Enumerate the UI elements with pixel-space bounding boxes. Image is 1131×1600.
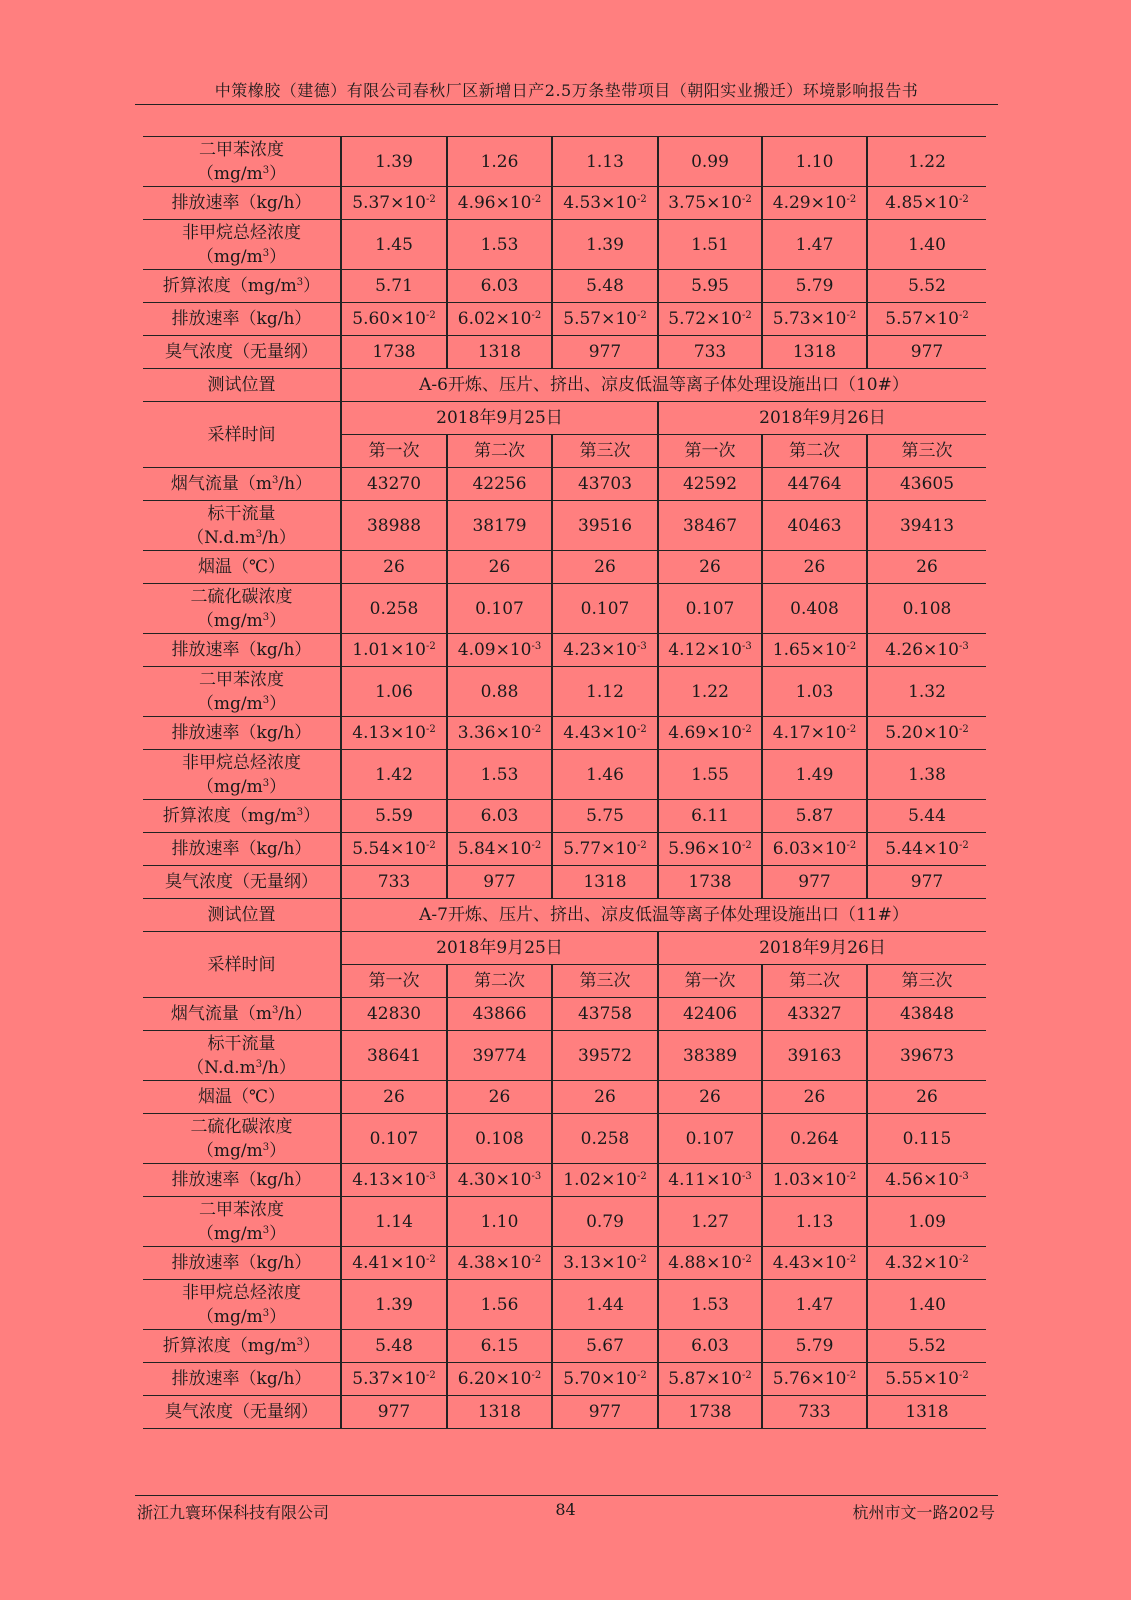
row-label: 二甲苯浓度 $(mg/m^3)$	[143, 1197, 341, 1247]
cell-value: $4.53\times 10^{-2}$	[552, 187, 658, 220]
header-divider	[135, 104, 998, 105]
cell-value: $4.12\times 10^{-3}$	[658, 634, 762, 667]
cell-value: $5.55\times 10^{-2}$	[867, 1363, 986, 1396]
test-location-row	[143, 899, 986, 932]
cell-value: 5.71	[341, 270, 447, 303]
table-row	[143, 800, 986, 833]
cell-value: 1.49	[762, 750, 867, 800]
row-label: 二硫化碳浓度 $(mg/m^3)$	[143, 1114, 341, 1164]
test-location-value: A-7开炼、压片、挤出、凉皮低温等离子体处理设施出口（11#）	[341, 899, 986, 932]
table-row	[143, 634, 986, 667]
cell-value: 1318	[552, 866, 658, 899]
cell-value: 6.15	[447, 1330, 552, 1363]
cell-value: $4.29\times 10^{-2}$	[762, 187, 867, 220]
table-row	[143, 998, 986, 1031]
page-number: 84	[555, 1500, 576, 1519]
cell-value: $5.57\times 10^{-2}$	[867, 303, 986, 336]
cell-value: 1738	[341, 336, 447, 369]
cell-value: 5.79	[762, 270, 867, 303]
cell-value: 6.03	[447, 800, 552, 833]
cell-value: 1738	[658, 1396, 762, 1429]
cell-value: 39516	[552, 501, 658, 551]
cell-value: 0.99	[658, 137, 762, 187]
row-label: 排放速率（kg/h）	[143, 187, 341, 220]
cell-value: 42256	[447, 468, 552, 501]
sampling-run: 第三次	[867, 965, 986, 998]
cell-value: $5.70\times 10^{-2}$	[552, 1363, 658, 1396]
table-row	[143, 468, 986, 501]
cell-value: 1.42	[341, 750, 447, 800]
cell-value: $5.57\times 10^{-2}$	[552, 303, 658, 336]
cell-value: 977	[447, 866, 552, 899]
cell-value: $6.20\times 10^{-2}$	[447, 1363, 552, 1396]
cell-value: $6.03\times 10^{-2}$	[762, 833, 867, 866]
cell-value: 39673	[867, 1031, 986, 1081]
cell-value: $4.38\times 10^{-2}$	[447, 1247, 552, 1280]
cell-value: $5.60\times 10^{-2}$	[341, 303, 447, 336]
cell-value: 5.87	[762, 800, 867, 833]
test-location-label: 测试位置	[143, 369, 341, 402]
cell-value: 0.79	[552, 1197, 658, 1247]
footer-company: 浙江九寰环保科技有限公司	[137, 1503, 330, 1522]
cell-value: 0.107	[341, 1114, 447, 1164]
cell-value: 1.39	[341, 137, 447, 187]
cell-value: $5.87\times 10^{-2}$	[658, 1363, 762, 1396]
cell-value: 977	[552, 1396, 658, 1429]
cell-value: 26	[867, 551, 986, 584]
row-label: 非甲烷总烃浓度 $(mg/m^3)$	[143, 750, 341, 800]
row-label: 非甲烷总烃浓度 $(mg/m^3)$	[143, 1280, 341, 1330]
report-header-title: 中策橡胶（建德）有限公司春秋厂区新增日产2.5万条垫带项目（朝阳实业搬迁）环境影响报告书	[214, 81, 919, 100]
row-label: 折算浓度$(mg/m^3)$	[143, 1330, 341, 1363]
table-row	[143, 1363, 986, 1396]
cell-value: 1738	[658, 866, 762, 899]
cell-value: 6.03	[447, 270, 552, 303]
cell-value: 43327	[762, 998, 867, 1031]
cell-value: 38988	[341, 501, 447, 551]
cell-value: 977	[867, 866, 986, 899]
sampling-run: 第三次	[552, 965, 658, 998]
cell-value: 0.88	[447, 667, 552, 717]
cell-value: $4.11\times 10^{-3}$	[658, 1164, 762, 1197]
cell-value: $5.54\times 10^{-2}$	[341, 833, 447, 866]
row-label: 排放速率（kg/h）	[143, 1363, 341, 1396]
cell-value: 1318	[447, 1396, 552, 1429]
cell-value: $1.01\times 10^{-2}$	[341, 634, 447, 667]
cell-value: 0.258	[552, 1114, 658, 1164]
cell-value: 43848	[867, 998, 986, 1031]
cell-value: $5.96\times 10^{-2}$	[658, 833, 762, 866]
sampling-date: 2018年9月26日	[658, 402, 986, 435]
cell-value: 26	[762, 551, 867, 584]
cell-value: 733	[762, 1396, 867, 1429]
cell-value: 26	[762, 1081, 867, 1114]
cell-value: $1.03\times 10^{-2}$	[762, 1164, 867, 1197]
cell-value: 1.40	[867, 220, 986, 270]
test-location-value: A-6开炼、压片、挤出、凉皮低温等离子体处理设施出口（10#）	[341, 369, 986, 402]
cell-value: $4.56\times 10^{-3}$	[867, 1164, 986, 1197]
cell-value: $5.72\times 10^{-2}$	[658, 303, 762, 336]
cell-value: $5.76\times 10^{-2}$	[762, 1363, 867, 1396]
cell-value: $4.13\times 10^{-3}$	[341, 1164, 447, 1197]
table-row	[143, 1396, 986, 1429]
cell-value: 5.44	[867, 800, 986, 833]
row-label: 烟温（℃）	[143, 1081, 341, 1114]
cell-value: $5.20\times 10^{-2}$	[867, 717, 986, 750]
cell-value: 43866	[447, 998, 552, 1031]
cell-value: $1.65\times 10^{-2}$	[762, 634, 867, 667]
cell-value: 1.10	[447, 1197, 552, 1247]
cell-value: 1.53	[447, 750, 552, 800]
table-row	[143, 1197, 986, 1247]
sampling-date-row	[143, 402, 986, 435]
cell-value: 1.22	[867, 137, 986, 187]
footer-divider	[135, 1495, 998, 1496]
row-label: 二硫化碳浓度 $(mg/m^3)$	[143, 584, 341, 634]
row-label: 烟气流量$(m^3/h)$	[143, 468, 341, 501]
sampling-date: 2018年9月25日	[341, 402, 658, 435]
cell-value: 39774	[447, 1031, 552, 1081]
cell-value: 1.14	[341, 1197, 447, 1247]
cell-value: 977	[552, 336, 658, 369]
cell-value: 43703	[552, 468, 658, 501]
cell-value: 43758	[552, 998, 658, 1031]
cell-value: 39413	[867, 501, 986, 551]
cell-value: 0.115	[867, 1114, 986, 1164]
table-row	[143, 336, 986, 369]
sampling-run: 第一次	[658, 965, 762, 998]
sampling-date: 2018年9月26日	[658, 932, 986, 965]
cell-value: 1318	[447, 336, 552, 369]
table-row	[143, 187, 986, 220]
cell-value: 26	[658, 551, 762, 584]
sampling-run: 第三次	[552, 435, 658, 468]
cell-value: $5.37\times 10^{-2}$	[341, 1363, 447, 1396]
cell-value: 43270	[341, 468, 447, 501]
cell-value: 38389	[658, 1031, 762, 1081]
cell-value: $5.37\times 10^{-2}$	[341, 187, 447, 220]
cell-value: 26	[341, 1081, 447, 1114]
cell-value: 5.79	[762, 1330, 867, 1363]
cell-value: 733	[341, 866, 447, 899]
cell-value: 38467	[658, 501, 762, 551]
cell-value: $4.23\times 10^{-3}$	[552, 634, 658, 667]
cell-value: 1.38	[867, 750, 986, 800]
cell-value: 5.48	[341, 1330, 447, 1363]
cell-value: $6.02\times 10^{-2}$	[447, 303, 552, 336]
cell-value: 0.107	[658, 1114, 762, 1164]
row-label: 非甲烷总烃浓度 $(mg/m^3)$	[143, 220, 341, 270]
cell-value: $4.96\times 10^{-2}$	[447, 187, 552, 220]
row-label: 折算浓度$(mg/m^3)$	[143, 270, 341, 303]
footer-address: 杭州市文一路202号	[852, 1503, 995, 1522]
cell-value: 1.13	[552, 137, 658, 187]
sampling-run: 第二次	[762, 435, 867, 468]
table-row	[143, 270, 986, 303]
cell-value: 5.75	[552, 800, 658, 833]
cell-value: $4.43\times 10^{-2}$	[762, 1247, 867, 1280]
cell-value: 977	[762, 866, 867, 899]
cell-value: 0.258	[341, 584, 447, 634]
cell-value: 26	[552, 551, 658, 584]
cell-value: $4.30\times 10^{-3}$	[447, 1164, 552, 1197]
cell-value: 38641	[341, 1031, 447, 1081]
sampling-run: 第一次	[341, 965, 447, 998]
table-row	[143, 1280, 986, 1330]
cell-value: 26	[552, 1081, 658, 1114]
cell-value: 1.32	[867, 667, 986, 717]
cell-value: 38179	[447, 501, 552, 551]
cell-value: $4.88\times 10^{-2}$	[658, 1247, 762, 1280]
table-row	[143, 220, 986, 270]
cell-value: $4.41\times 10^{-2}$	[341, 1247, 447, 1280]
row-label: 臭气浓度（无量纲）	[143, 1396, 341, 1429]
cell-value: $4.85\times 10^{-2}$	[867, 187, 986, 220]
sampling-date-row	[143, 932, 986, 965]
cell-value: $3.36\times 10^{-2}$	[447, 717, 552, 750]
cell-value: $4.09\times 10^{-3}$	[447, 634, 552, 667]
table-row	[143, 584, 986, 634]
cell-value: 5.52	[867, 270, 986, 303]
test-location-label: 测试位置	[143, 899, 341, 932]
table-row	[143, 750, 986, 800]
cell-value: 26	[447, 551, 552, 584]
cell-value: 5.59	[341, 800, 447, 833]
cell-value: 1.09	[867, 1197, 986, 1247]
cell-value: $4.13\times 10^{-2}$	[341, 717, 447, 750]
sampling-run: 第二次	[762, 965, 867, 998]
table-row	[143, 833, 986, 866]
cell-value: 43605	[867, 468, 986, 501]
cell-value: 5.48	[552, 270, 658, 303]
cell-value: 977	[867, 336, 986, 369]
cell-value: 42406	[658, 998, 762, 1031]
cell-value: 1.40	[867, 1280, 986, 1330]
cell-value: $3.75\times 10^{-2}$	[658, 187, 762, 220]
table-row	[143, 1081, 986, 1114]
cell-value: $3.13\times 10^{-2}$	[552, 1247, 658, 1280]
cell-value: 40463	[762, 501, 867, 551]
cell-value: $4.17\times 10^{-2}$	[762, 717, 867, 750]
row-label: 排放速率（kg/h）	[143, 1164, 341, 1197]
row-label: 排放速率（kg/h）	[143, 634, 341, 667]
row-label: 标干流量 $(N.d.m^3/h)$	[143, 501, 341, 551]
cell-value: 1.55	[658, 750, 762, 800]
table-row	[143, 1164, 986, 1197]
cell-value: 1.47	[762, 220, 867, 270]
cell-value: 5.95	[658, 270, 762, 303]
cell-value: 1.53	[447, 220, 552, 270]
cell-value: 0.107	[552, 584, 658, 634]
cell-value: $4.69\times 10^{-2}$	[658, 717, 762, 750]
cell-value: 977	[341, 1396, 447, 1429]
table-row	[143, 1247, 986, 1280]
row-label: 二甲苯浓度 $(mg/m^3)$	[143, 137, 341, 187]
table-row	[143, 551, 986, 584]
cell-value: $5.84\times 10^{-2}$	[447, 833, 552, 866]
table-row	[143, 1330, 986, 1363]
emission-monitoring-table	[143, 136, 986, 1429]
table-row	[143, 1031, 986, 1081]
cell-value: 1.47	[762, 1280, 867, 1330]
row-label: 排放速率（kg/h）	[143, 717, 341, 750]
cell-value: 1.51	[658, 220, 762, 270]
cell-value: 1.06	[341, 667, 447, 717]
cell-value: 26	[341, 551, 447, 584]
row-label: 排放速率（kg/h）	[143, 1247, 341, 1280]
cell-value: 1.12	[552, 667, 658, 717]
cell-value: 1.39	[341, 1280, 447, 1330]
sampling-run: 第二次	[447, 435, 552, 468]
cell-value: 5.52	[867, 1330, 986, 1363]
cell-value: $5.77\times 10^{-2}$	[552, 833, 658, 866]
cell-value: 1.46	[552, 750, 658, 800]
cell-value: 0.107	[447, 584, 552, 634]
cell-value: 39163	[762, 1031, 867, 1081]
cell-value: 1.39	[552, 220, 658, 270]
sampling-run: 第三次	[867, 435, 986, 468]
cell-value: $4.43\times 10^{-2}$	[552, 717, 658, 750]
cell-value: 1.56	[447, 1280, 552, 1330]
cell-value: 1.45	[341, 220, 447, 270]
table-row	[143, 1114, 986, 1164]
row-label: 排放速率（kg/h）	[143, 833, 341, 866]
cell-value: 1.22	[658, 667, 762, 717]
row-label: 臭气浓度（无量纲）	[143, 336, 341, 369]
row-label: 标干流量 $(N.d.m^3/h)$	[143, 1031, 341, 1081]
cell-value: $5.44\times 10^{-2}$	[867, 833, 986, 866]
cell-value: 1.44	[552, 1280, 658, 1330]
table-row	[143, 667, 986, 717]
cell-value: 0.408	[762, 584, 867, 634]
table-row	[143, 137, 986, 187]
cell-value: 1.13	[762, 1197, 867, 1247]
table-row	[143, 501, 986, 551]
sampling-time-label: 采样时间	[143, 402, 341, 468]
cell-value: 1.03	[762, 667, 867, 717]
sampling-run: 第一次	[341, 435, 447, 468]
row-label: 烟温（℃）	[143, 551, 341, 584]
sampling-run: 第一次	[658, 435, 762, 468]
cell-value: $4.26\times 10^{-3}$	[867, 634, 986, 667]
cell-value: 42830	[341, 998, 447, 1031]
row-label: 烟气流量$(m^3/h)$	[143, 998, 341, 1031]
test-location-row	[143, 369, 986, 402]
row-label: 臭气浓度（无量纲）	[143, 866, 341, 899]
cell-value: 0.108	[867, 584, 986, 634]
cell-value: 39572	[552, 1031, 658, 1081]
cell-value: 0.107	[658, 584, 762, 634]
cell-value: $1.02\times 10^{-2}$	[552, 1164, 658, 1197]
cell-value: 1.26	[447, 137, 552, 187]
table-row	[143, 303, 986, 336]
cell-value: 1.27	[658, 1197, 762, 1247]
sampling-run: 第二次	[447, 965, 552, 998]
cell-value: 1318	[867, 1396, 986, 1429]
cell-value: $4.32\times 10^{-2}$	[867, 1247, 986, 1280]
cell-value: $5.73\times 10^{-2}$	[762, 303, 867, 336]
cell-value: 26	[447, 1081, 552, 1114]
cell-value: 1.53	[658, 1280, 762, 1330]
cell-value: 44764	[762, 468, 867, 501]
cell-value: 733	[658, 336, 762, 369]
row-label: 排放速率（kg/h）	[143, 303, 341, 336]
cell-value: 6.11	[658, 800, 762, 833]
cell-value: 5.67	[552, 1330, 658, 1363]
cell-value: 26	[867, 1081, 986, 1114]
sampling-date: 2018年9月25日	[341, 932, 658, 965]
row-label: 二甲苯浓度 $(mg/m^3)$	[143, 667, 341, 717]
table-row	[143, 866, 986, 899]
cell-value: 1318	[762, 336, 867, 369]
cell-value: 0.264	[762, 1114, 867, 1164]
cell-value: 42592	[658, 468, 762, 501]
cell-value: 6.03	[658, 1330, 762, 1363]
sampling-time-label: 采样时间	[143, 932, 341, 998]
cell-value: 1.10	[762, 137, 867, 187]
row-label: 折算浓度$(mg/m^3)$	[143, 800, 341, 833]
cell-value: 26	[658, 1081, 762, 1114]
cell-value: 0.108	[447, 1114, 552, 1164]
table-row	[143, 717, 986, 750]
